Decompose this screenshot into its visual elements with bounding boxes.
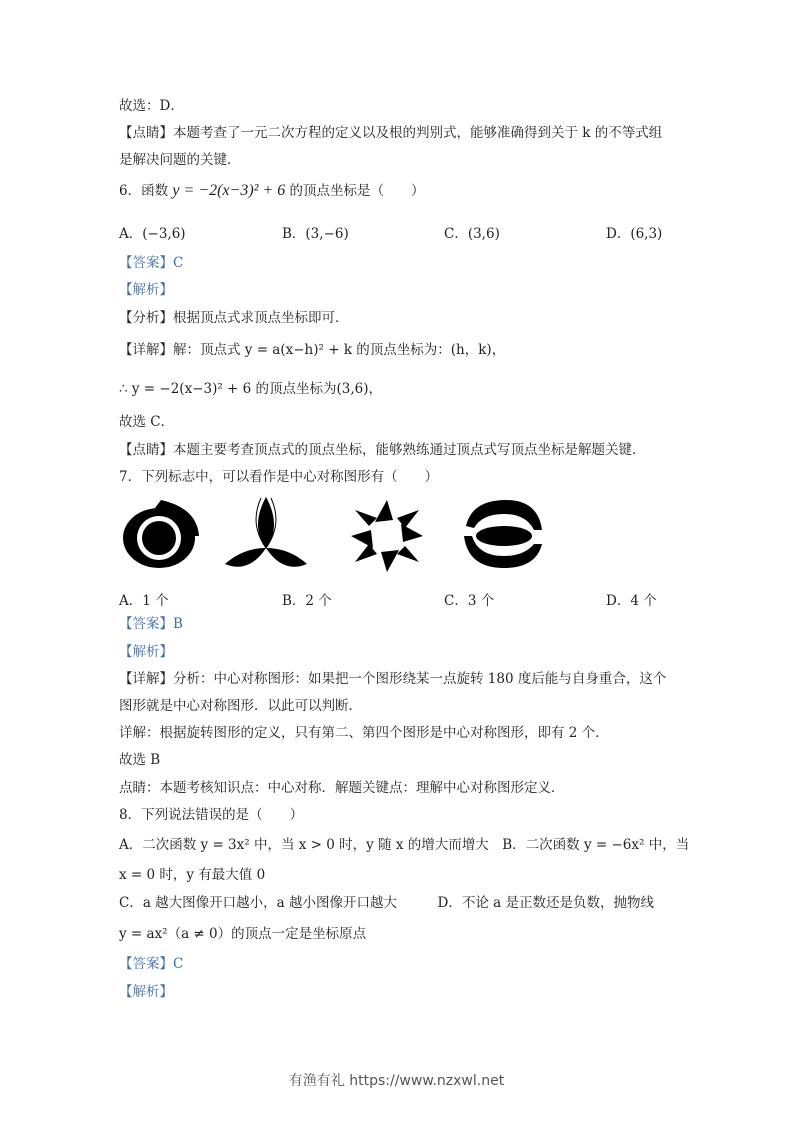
q7-xiangjie-1: 【详解】分析：中心对称图形：如果把一个图形绕某一点旋转 180 度后能与自身重合，这个 [119, 671, 667, 687]
logo-three-petal-icon [221, 496, 311, 576]
logo-four-star-icon [347, 496, 427, 576]
q6-answer: 【答案】C [119, 255, 184, 271]
q7-analysis-tag: 【解析】 [119, 644, 173, 660]
q7-option-c: C．3 个 [444, 593, 495, 609]
q8-stem: 8．下列说法错误的是（ ） [119, 807, 304, 823]
comment-line-cont: 是解决问题的关键． [119, 152, 241, 168]
q7-answer: 【答案】B [119, 616, 183, 632]
q7-dianjing: 点睛：本题考核知识点：中心对称．解题关键点：理解中心对称图形定义． [119, 780, 565, 796]
q8-answer: 【答案】C [119, 956, 184, 972]
q6-option-c: C．(3,6) [444, 226, 500, 242]
q7-stem: 7．下列标志中，可以看作是中心对称图形有（ ） [119, 469, 439, 485]
q6-therefore: ∴ y = −2(x−3)² + 6 的顶点坐标为(3,6)， [119, 381, 383, 397]
q7-detail: 详解：根据旋转图形的定义，只有第二、第四个图形是中心对称图形，即有 2 个． [119, 725, 609, 741]
q7-option-b: B．2 个 [282, 593, 332, 609]
q8-options-cd: C．a 越大图像开口越小，a 越小图像开口越大 D．不论 a 是正数还是负数，抛物线 [119, 895, 654, 911]
logo-ring-swirl-icon [121, 496, 201, 576]
q7-option-d: D．4 个 [606, 593, 657, 609]
q6-analysis-tag: 【解析】 [119, 282, 173, 298]
q8-analysis-tag: 【解析】 [119, 984, 173, 1000]
q6-option-b: B．(3,−6) [282, 226, 349, 242]
q7-choose: 故选 B [119, 752, 161, 768]
q8-option-d-cont: y = ax²（a ≠ 0）的顶点一定是坐标原点 [119, 926, 367, 942]
logo-split-ellipse-icon [460, 496, 546, 572]
q6-option-d: D．(6,3) [606, 226, 663, 242]
q8-option-b-cont: x = 0 时，y 有最大值 0 [119, 867, 266, 883]
q6-fenxi: 【分析】根据顶点式求顶点坐标即可． [119, 310, 349, 326]
footer-watermark: 有渔有礼 https://www.nzxwl.net [288, 1073, 505, 1089]
q6-formula: y = −2(x−3)² + 6 [172, 182, 286, 199]
q7-option-a: A．1 个 [119, 593, 169, 609]
conclusion-line: 故选：D． [119, 98, 184, 114]
q8-options-ab: A．二次函数 y = 3x² 中，当 x > 0 时，y 随 x 的增大而增大 B．二次函数 y = −6x² 中，当 [119, 837, 690, 853]
q7-xiangjie-2: 图形就是中心对称图形．以此可以判断． [119, 698, 362, 714]
q6-option-a: A．(−3,6) [119, 226, 186, 242]
q6-choose: 故选 C． [119, 414, 175, 430]
q6-xiangjie: 【详解】解：顶点式 y = a(x−h)² + k 的顶点坐标为：(h，k)， [119, 342, 506, 358]
q6-stem: 6．函数 y = −2(x−3)² + 6 的顶点坐标是（ ） [119, 182, 425, 199]
comment-line: 【点睛】本题考查了一元二次方程的定义以及根的判别式，能够准确得到关于 k 的不等式组 [119, 125, 663, 141]
q6-dianjing: 【点睛】本题主要考查顶点式的顶点坐标，能够熟练通过顶点式写顶点坐标是解题关键． [119, 442, 646, 458]
